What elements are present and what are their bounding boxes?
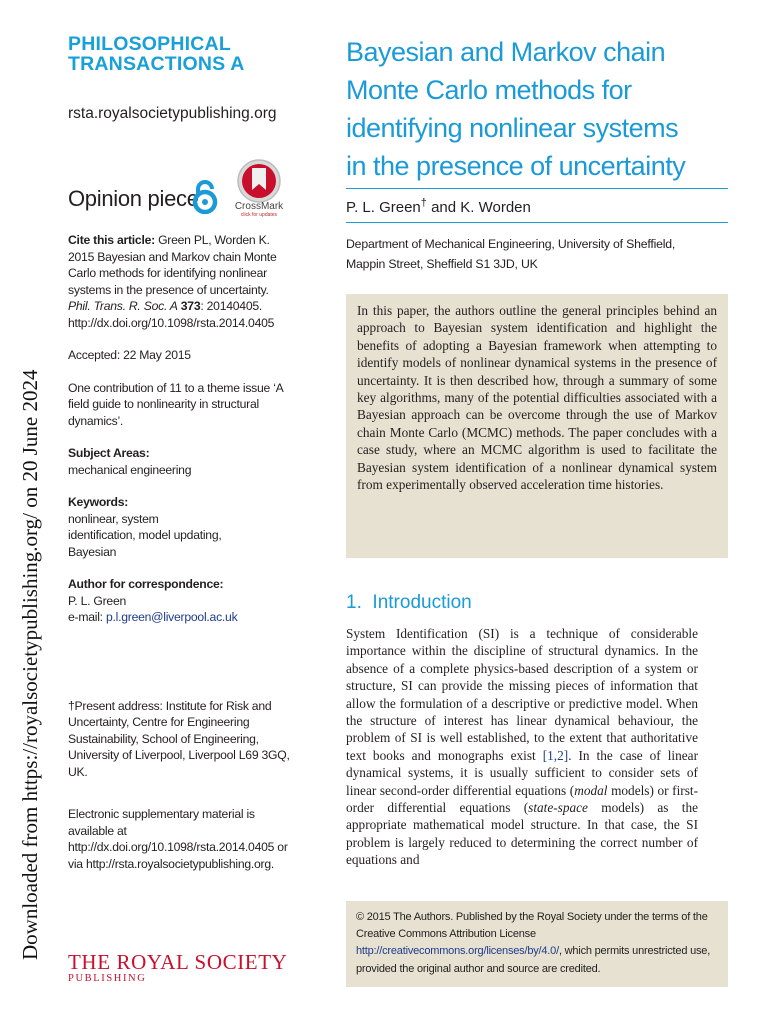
subject-areas-label: Subject Areas:	[68, 446, 150, 460]
correspondence-email-row	[68, 609, 293, 626]
journal-name-line2: TRANSACTIONS A	[68, 53, 245, 75]
license-text-1: © 2015 The Authors. Published by the Royal Society under the terms of the Creative Commons Attribution License	[356, 911, 708, 941]
download-stamp: Downloaded from https://royalsocietypublishing.org/ on 20 June 2024	[18, 369, 42, 960]
cite-journal: Phil. Trans. R. Soc. A	[68, 299, 178, 313]
cite-pages: : 20140405.	[200, 299, 263, 313]
accepted-date: Accepted: 22 May 2015	[68, 348, 191, 362]
intro-text-1: System Identification (SI) is a technique of considerable importance within the discipline of structural dynamics. In the absence of a complete physics-based description of a system or structure, SI can provide the missing pieces of information that allow the formulation of a descriptive or predictive model. When the structure of interest has linear dynamical behaviour, the problem of SI is well established, to the extent that authoritative text books and monographs exist	[346, 626, 698, 763]
crossmark-label: CrossMark	[234, 201, 284, 212]
intro-paragraph	[346, 625, 698, 869]
citation-link[interactable]: [1,2]	[542, 747, 569, 763]
affiliation-line2: Mappin Street, Sheffield S1 3JD, UK	[346, 257, 538, 271]
royal-society-logo	[68, 951, 287, 984]
section-heading	[346, 592, 472, 614]
cite-text: Green PL, Worden K. 2015 Bayesian and Markov chain Monte Carlo methods for identifying nonlinear systems in the presence of uncertainty.	[68, 233, 277, 297]
intro-text-2: . In the case of linear dynamical systems, it is usually sufficient to consider sets of linear second-order differential equations (	[346, 747, 698, 798]
open-access-lock-icon	[190, 180, 220, 219]
present-address: †Present address: Institute for Risk and Uncertainty, Centre for Engineering Sustainability, School of Engineering, University of Liverpool, Liverpool L69 3GQ, UK.	[68, 698, 290, 779]
intro-modal: modal	[574, 782, 608, 798]
cite-label: Cite this article:	[68, 233, 155, 247]
author-rest: and K. Worden	[426, 199, 531, 216]
title-line: in the presence of uncertainty	[346, 151, 686, 181]
email-label: e-mail:	[68, 610, 106, 624]
author-dagger: †	[420, 197, 427, 209]
crossmark-sub-label: click for updates	[240, 212, 278, 218]
subject-areas-value: mechanical engineering	[68, 462, 192, 477]
affiliation-line1: Department of Mechanical Engineering, University of Sheffield,	[346, 237, 676, 251]
cite-block	[68, 232, 293, 331]
license-link[interactable]: http://creativecommons.org/licenses/by/4.0/	[356, 945, 559, 958]
cite-volume: 373	[177, 299, 201, 313]
intro-state-space: state-space	[528, 800, 588, 816]
journal-name-line1: PHILOSOPHICAL	[68, 33, 231, 55]
authors-rule	[346, 222, 728, 223]
abstract-text: In this paper, the authors outline the general principles behind an approach to Bayesian system identification and highlight the benefits of adopting a Bayesian framework when attempting to identify models of nonlinear dynamical systems in the presence of uncertainty. It is then described how, through a summary of some key algorithms, many of the potential difficulties associated with a Bayesian approach can be overcome through the use of Markov chain Monte Carlo (MCMC) methods. The paper concludes with a case study, where an MCMC algorithm is used to facilitate the Bayesian system identification of a nonlinear dynamical system from experimentally observed acceleration time histories.	[357, 303, 717, 493]
journal-website[interactable]: rsta.royalsocietypublishing.org	[68, 105, 277, 122]
abstract-box	[346, 294, 728, 558]
keywords-value: nonlinear, system identification, model updating, Bayesian	[68, 511, 222, 559]
supplementary-note: Electronic supplementary material is available at http://dx.doi.org/10.1098/rsta.2014.0405 or via http://rsta.royalsocietypublishing.org.	[68, 807, 288, 871]
email-link[interactable]: p.l.green@liverpool.ac.uk	[105, 610, 238, 624]
publisher-sub: PUBLISHING	[68, 973, 147, 984]
article-type: Opinion piece	[68, 186, 199, 211]
keywords-label: Keywords:	[68, 495, 129, 509]
title-rule	[346, 188, 728, 189]
title-line: Monte Carlo methods for	[346, 75, 632, 105]
author-first: P. L. Green	[346, 199, 421, 216]
title-line: identifying nonlinear systems	[346, 113, 679, 143]
intro-text-4: models) as the appropriate mathematical model structure. In that case, the SI problem is largely reduced to determining the correct number of equations and	[346, 800, 698, 868]
sidebar	[68, 232, 293, 872]
cite-doi-link[interactable]: http://dx.doi.org/10.1098/rsta.2014.0405	[68, 315, 275, 330]
publisher-name: THE ROYAL SOCIETY	[68, 950, 288, 974]
theme-issue: One contribution of 11 to a theme issue ‘A field guide to nonlinearity in structural dynamics’.	[68, 380, 283, 428]
correspondence-name: P. L. Green	[68, 593, 127, 608]
section-title: Introduction	[372, 592, 472, 613]
correspondence-label: Author for correspondence:	[68, 577, 224, 591]
license-text-2: , which permits unrestricted use, provided the original author and source are credited.	[356, 945, 711, 975]
affiliation	[346, 234, 726, 274]
journal-name	[68, 34, 245, 74]
authors	[346, 197, 531, 216]
license-box	[346, 901, 728, 987]
title-line: Bayesian and Markov chain	[346, 37, 666, 67]
section-number: 1.	[346, 592, 362, 613]
article-title	[346, 33, 726, 185]
intro-text-3: models) or first-order differential equations (	[346, 782, 698, 816]
